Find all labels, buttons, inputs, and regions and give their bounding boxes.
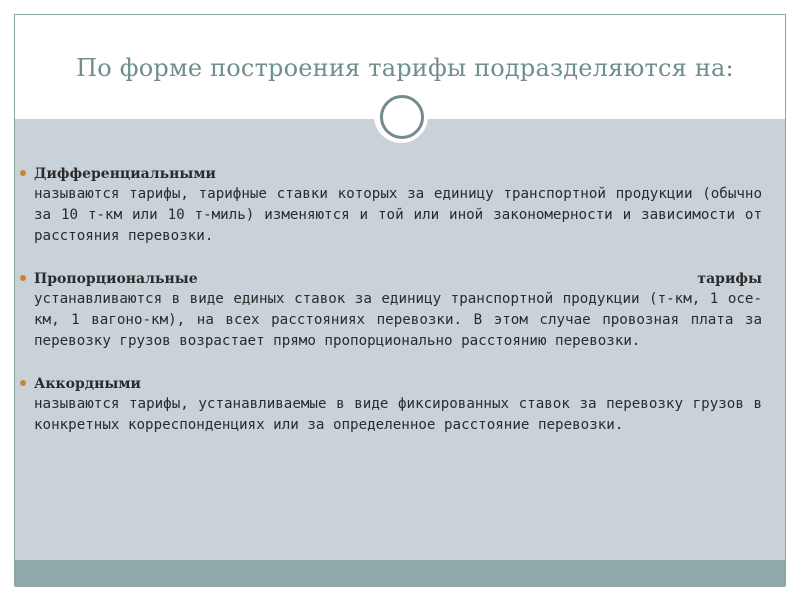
item-term: Дифференциальными [34,166,216,182]
item-term-line [34,269,762,289]
list-item [20,374,762,436]
footer-bar [15,560,785,587]
slide-title: По форме построения тарифы подразделяются на: [76,54,734,82]
bullet-list [20,164,762,458]
bullet-dot-icon [20,380,26,386]
item-term: Аккордными [34,376,141,392]
list-item [20,164,762,247]
bullet-dot-icon [20,170,26,176]
item-term-tail: тарифы [697,271,762,287]
list-item [20,269,762,352]
bullet-dot-icon [20,275,26,281]
item-description: устанавливаются в виде единых ставок за единицу транспортной продукции (т-км, 1 осе-км, 1 вагоно-км), на всех расстояниях перевозки. В этом случае провозная плата за перевозку грузов возрастает прямо пропорционально расстоянию перевозки. [34,291,762,349]
item-term: Пропорциональные [34,271,198,287]
ring-icon [380,95,424,139]
item-description: называются тарифы, тарифные ставки которых за единицу транспортной продукции (обычно за 10 т-км или 10 т-миль) изменяются и той или иной закономерности и зависимости от расстояния перевозки. [34,186,762,244]
item-description: называются тарифы, устанавливаемые в виде фиксированных ставок за перевозку грузов в конкретных корреспонденциях или за определенное расстояние перевозки. [34,396,762,433]
